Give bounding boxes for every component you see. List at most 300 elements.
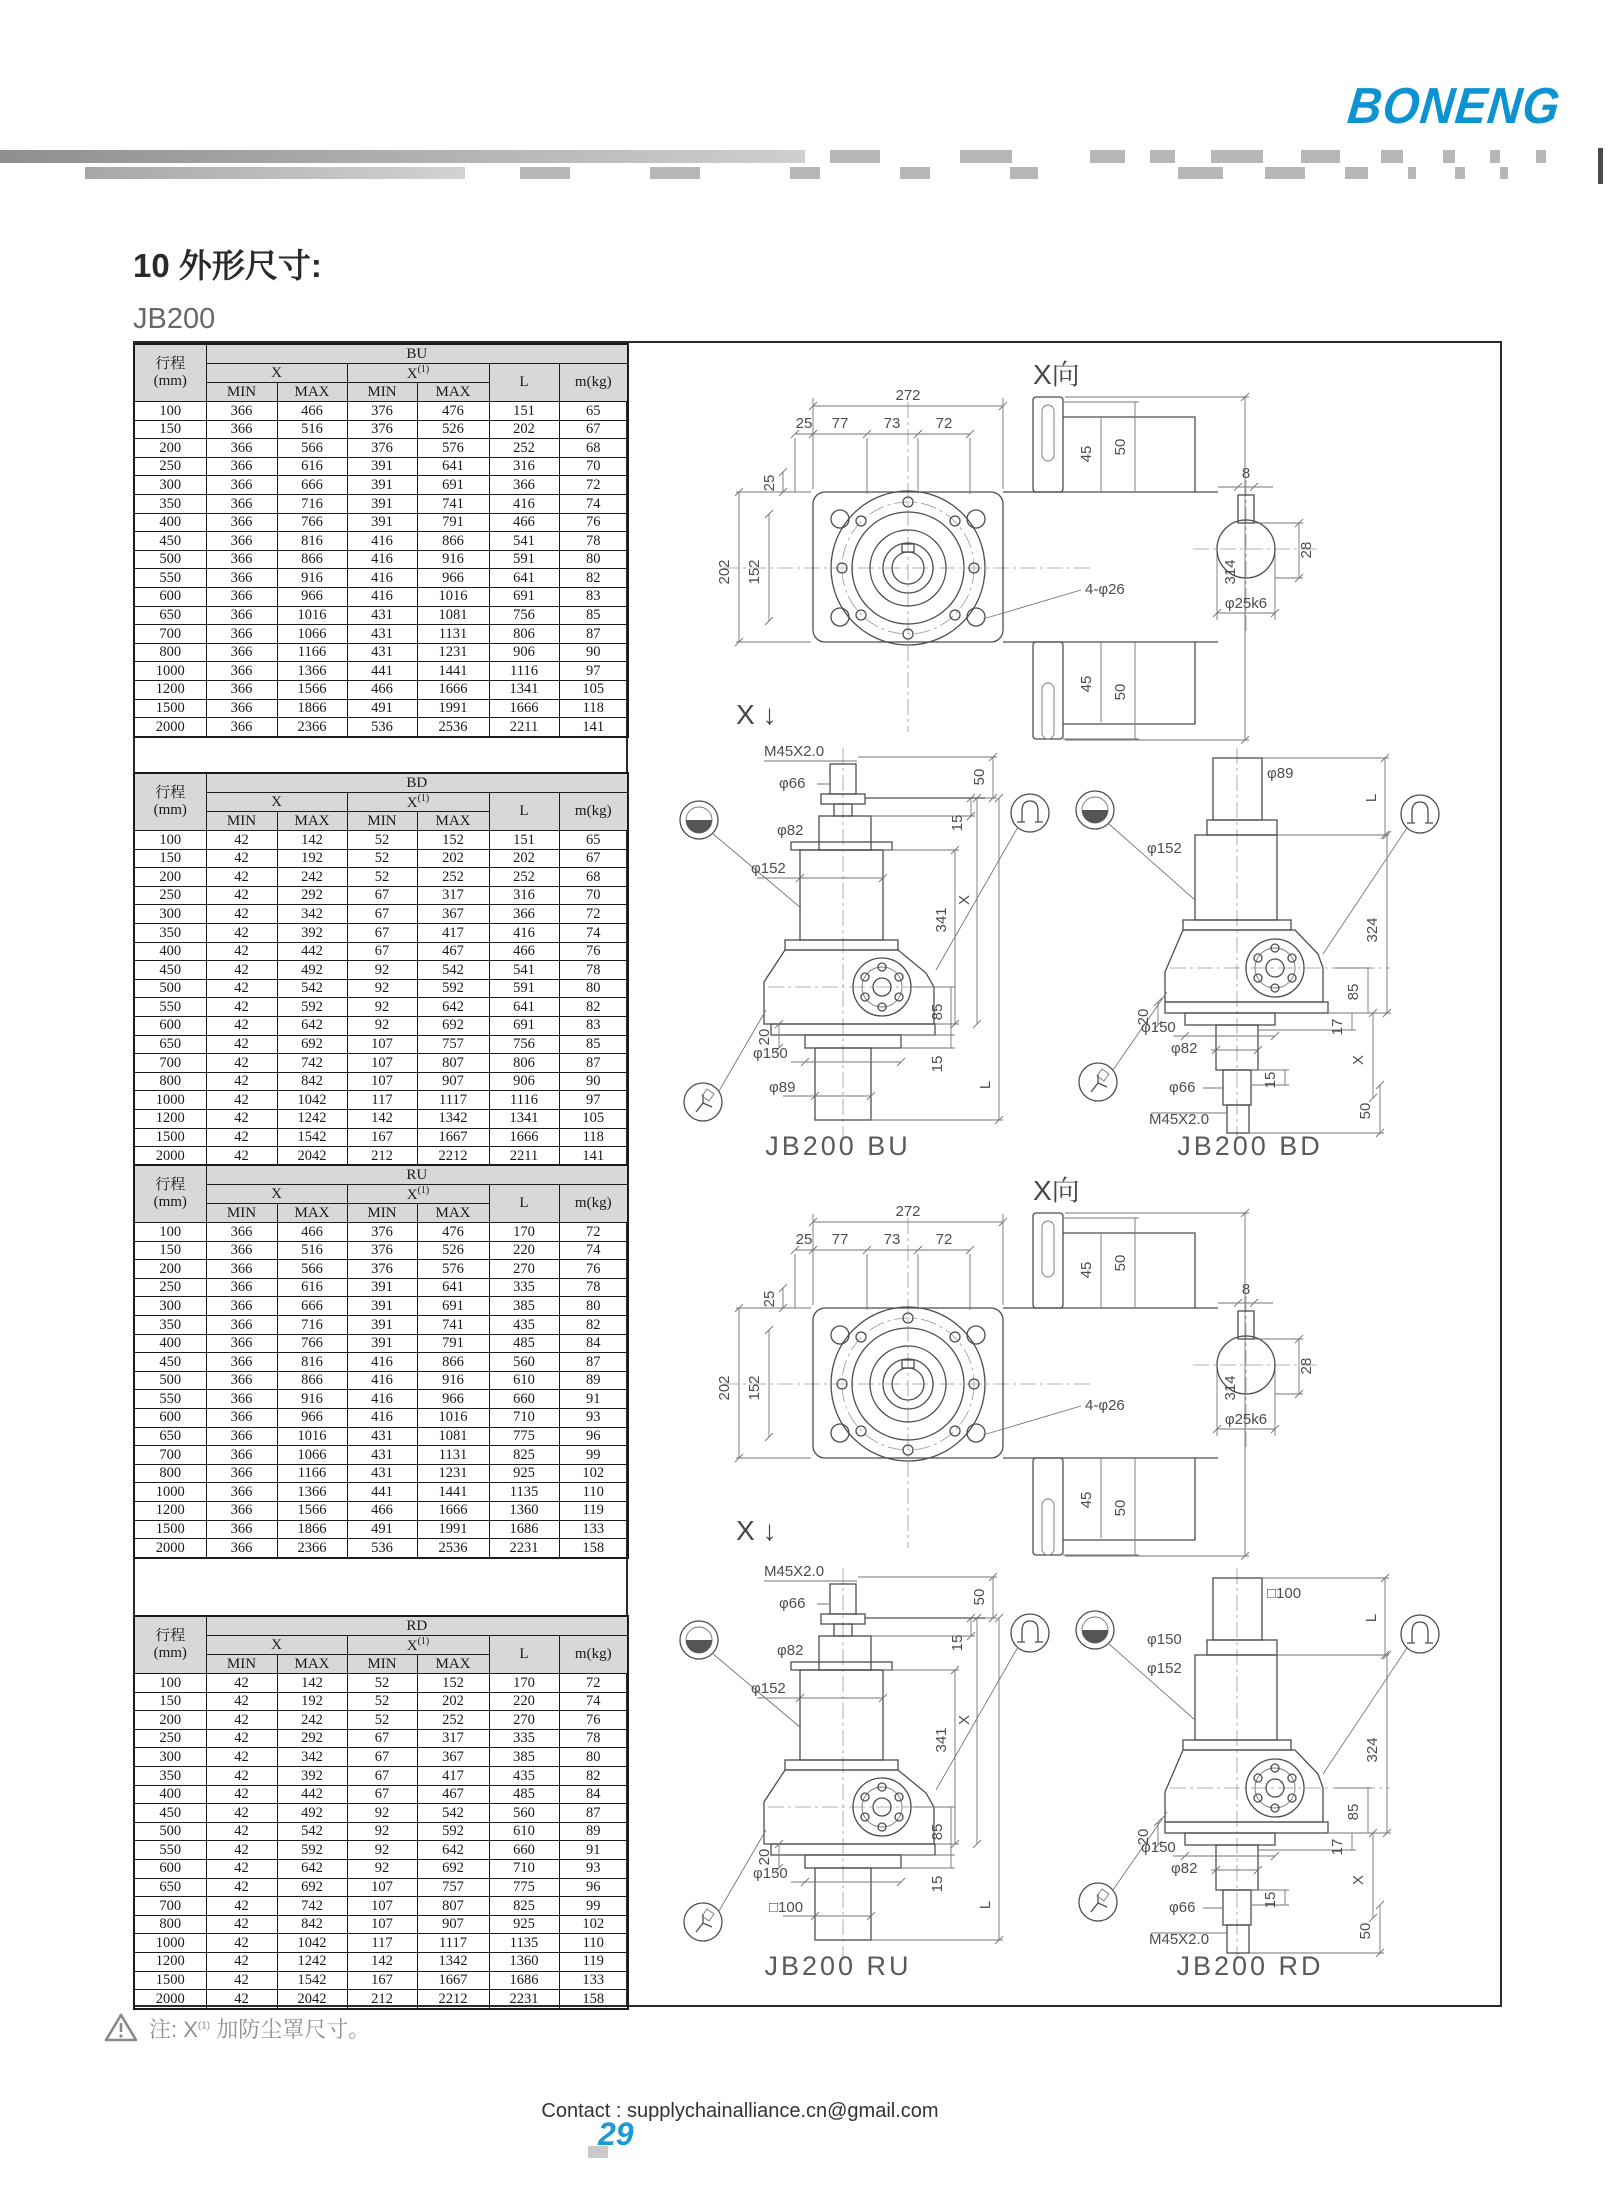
- table-cell: 200: [134, 1260, 206, 1279]
- table-cell: 385: [489, 1748, 559, 1767]
- table-cell: 42: [206, 1934, 277, 1953]
- table-row: [134, 1952, 628, 1971]
- table-cell: 806: [489, 625, 559, 644]
- table-row: [134, 1109, 628, 1128]
- table-cell: 42: [206, 1729, 277, 1748]
- table-cell: 366: [206, 1371, 277, 1390]
- table-cell: 96: [559, 1878, 628, 1897]
- table-cell: 42: [206, 905, 277, 924]
- dim-label: 50: [1357, 1922, 1374, 1940]
- table-cell: 42: [206, 1766, 277, 1785]
- table-cell: 476: [417, 1223, 489, 1242]
- table-cell: 80: [559, 550, 628, 569]
- dim-label: 20: [756, 1028, 773, 1046]
- table-cell: 107: [347, 1054, 417, 1073]
- header-stripe: [1265, 167, 1305, 179]
- table-cell: 1000: [134, 1483, 206, 1502]
- dim-label: X: [1350, 1054, 1367, 1066]
- table-cell: 366: [206, 494, 277, 513]
- table-cell: 242: [277, 868, 347, 887]
- dim-label: 45: [1078, 1261, 1095, 1279]
- table-cell: 691: [417, 1297, 489, 1316]
- dim-label: □100: [769, 1899, 804, 1916]
- table-cell: 93: [559, 1859, 628, 1878]
- table-cell: 107: [347, 1878, 417, 1897]
- table-cell: 366: [206, 1260, 277, 1279]
- table-cell: 366: [206, 662, 277, 681]
- table-cell: 536: [347, 1539, 417, 1558]
- minmax-header: MIN: [347, 1204, 417, 1223]
- dim-label: 50: [1112, 438, 1129, 456]
- table-cell: 1360: [489, 1952, 559, 1971]
- table-cell: 52: [347, 1711, 417, 1730]
- table-cell: 966: [277, 587, 347, 606]
- table-cell: 366: [206, 1446, 277, 1465]
- table-cell: 72: [559, 1674, 628, 1693]
- table-cell: 435: [489, 1766, 559, 1785]
- table-row: [134, 680, 628, 699]
- table-cell: 807: [417, 1897, 489, 1916]
- dim-label: 314: [1222, 559, 1239, 585]
- table-cell: 366: [206, 606, 277, 625]
- table-row: [134, 662, 628, 681]
- header-stripe: [1010, 167, 1038, 179]
- dim-label: φ66: [779, 775, 806, 792]
- table-cell: 366: [206, 513, 277, 532]
- table-cell: 1360: [489, 1501, 559, 1520]
- mass-header: m(kg): [559, 1636, 628, 1674]
- table-cell: 366: [206, 420, 277, 439]
- table-cell: 616: [277, 1278, 347, 1297]
- table-cell: 692: [277, 1878, 347, 1897]
- stroke-header: 行程 (mm): [134, 344, 206, 402]
- table-row: [134, 1223, 628, 1242]
- table-cell: 52: [347, 849, 417, 868]
- table-cell: 150: [134, 1241, 206, 1260]
- table-cell: 74: [559, 923, 628, 942]
- table-row: [134, 476, 628, 495]
- table-cell: 42: [206, 1035, 277, 1054]
- table-cell: 756: [489, 1035, 559, 1054]
- table-cell: 610: [489, 1822, 559, 1841]
- table-row: [134, 1278, 628, 1297]
- table-row: [134, 868, 628, 887]
- table-cell: 756: [489, 606, 559, 625]
- table-row: [134, 569, 628, 588]
- table-cell: 42: [206, 979, 277, 998]
- table-cell: 142: [277, 831, 347, 850]
- table-cell: 72: [559, 1223, 628, 1242]
- dim-label: φ152: [1147, 1660, 1182, 1677]
- table-cell: 641: [489, 998, 559, 1017]
- table-cell: 1016: [277, 1427, 347, 1446]
- table-cell: 825: [489, 1446, 559, 1465]
- dim-label: 45: [1078, 1491, 1095, 1509]
- table-cell: 366: [206, 1241, 277, 1260]
- dim-label: 152: [746, 1375, 763, 1401]
- table-cell: 466: [489, 513, 559, 532]
- table-cell: 1342: [417, 1952, 489, 1971]
- table-cell: 270: [489, 1260, 559, 1279]
- table-cell: 2211: [489, 1147, 559, 1166]
- table-cell: 550: [134, 998, 206, 1017]
- table-cell: 350: [134, 494, 206, 513]
- dim-label: 17: [1329, 1018, 1346, 1036]
- table-cell: 87: [559, 1054, 628, 1073]
- table-cell: 212: [347, 1990, 417, 2009]
- table-cell: 170: [489, 1674, 559, 1693]
- header-stripe: [1443, 150, 1455, 163]
- table-row: [134, 1371, 628, 1390]
- table-cell: 250: [134, 1729, 206, 1748]
- table-cell: 400: [134, 1334, 206, 1353]
- dim-label: 85: [929, 1003, 946, 1021]
- table-cell: 825: [489, 1897, 559, 1916]
- table-cell: 42: [206, 1147, 277, 1166]
- table-cell: 1016: [417, 1408, 489, 1427]
- table-cell: 141: [559, 1147, 628, 1166]
- table-cell: 600: [134, 1859, 206, 1878]
- dim-label: 73: [883, 1231, 901, 1248]
- table-cell: 560: [489, 1804, 559, 1823]
- table-cell: 366: [206, 699, 277, 718]
- table-cell: 366: [206, 457, 277, 476]
- page-number: 29: [598, 2116, 634, 2152]
- table-block-rd: [133, 1615, 629, 2010]
- table-cell: 42: [206, 998, 277, 1017]
- table-cell: 600: [134, 587, 206, 606]
- table-row: [134, 1035, 628, 1054]
- table-cell: 367: [417, 905, 489, 924]
- table-row: [134, 1147, 628, 1166]
- figure-flange-view-bottom: [633, 1158, 1502, 1568]
- table-cell: 417: [417, 1766, 489, 1785]
- table-row: [134, 998, 628, 1017]
- table-cell: 366: [206, 1334, 277, 1353]
- table-cell: 78: [559, 532, 628, 551]
- table-cell: 485: [489, 1785, 559, 1804]
- table-row: [134, 1934, 628, 1953]
- table-cell: 117: [347, 1091, 417, 1110]
- dimension-lines: [757, 1573, 1003, 1944]
- table-cell: 89: [559, 1822, 628, 1841]
- table-cell: 692: [417, 1859, 489, 1878]
- table-cell: 96: [559, 1427, 628, 1446]
- table-cell: 2000: [134, 1990, 206, 2009]
- table-row: [134, 1692, 628, 1711]
- table-cell: 516: [277, 1241, 347, 1260]
- table-cell: 52: [347, 831, 417, 850]
- table-cell: 791: [417, 513, 489, 532]
- table-cell: 42: [206, 1990, 277, 2009]
- table-cell: 65: [559, 831, 628, 850]
- table-row: [134, 1729, 628, 1748]
- table-cell: 416: [489, 494, 559, 513]
- lifting-lug-icon: [1323, 795, 1439, 954]
- x1-header: $X^{(1)}$: [347, 364, 489, 383]
- dimension-lines: [757, 753, 1003, 1124]
- table-cell: 107: [347, 1915, 417, 1934]
- dim-label: φ150: [1147, 1631, 1182, 1648]
- table-cell: 42: [206, 1091, 277, 1110]
- table-row: [134, 494, 628, 513]
- table-cell: 158: [559, 1990, 628, 2009]
- table-cell: 317: [417, 886, 489, 905]
- header-stripe: [1536, 150, 1546, 163]
- table-row: [134, 439, 628, 458]
- table-row: [134, 1915, 628, 1934]
- table-cell: 316: [489, 886, 559, 905]
- table-cell: 366: [206, 1408, 277, 1427]
- oil-indicator-icon: [680, 801, 804, 908]
- table-cell: 642: [277, 1859, 347, 1878]
- table-cell: 252: [417, 1711, 489, 1730]
- table-cell: 2042: [277, 1990, 347, 2009]
- table-cell: 1666: [489, 1128, 559, 1147]
- centerlines: [1170, 1568, 1390, 1958]
- minmax-header: MIN: [206, 1655, 277, 1674]
- table-row: [134, 699, 628, 718]
- table-row: [134, 961, 628, 980]
- table-cell: 650: [134, 606, 206, 625]
- l-header: L: [489, 793, 559, 831]
- x-header: X: [206, 793, 347, 812]
- table-cell: 807: [417, 1054, 489, 1073]
- table-cell: 89: [559, 1371, 628, 1390]
- figure-jb200-bu: [633, 740, 1080, 1170]
- table-cell: 366: [206, 718, 277, 737]
- table-cell: 641: [417, 1278, 489, 1297]
- table-cell: 1116: [489, 662, 559, 681]
- table-cell: 741: [417, 1315, 489, 1334]
- table-cell: 1342: [417, 1109, 489, 1128]
- table-cell: 92: [347, 961, 417, 980]
- table-cell: 105: [559, 1109, 628, 1128]
- table-cell: 133: [559, 1971, 628, 1990]
- table-cell: 1542: [277, 1971, 347, 1990]
- header-stripe: [900, 167, 930, 179]
- table-cell: 1016: [277, 606, 347, 625]
- table-row: [134, 1990, 628, 2009]
- table-cell: 476: [417, 402, 489, 421]
- table-cell: 151: [489, 831, 559, 850]
- table-cell: 366: [206, 587, 277, 606]
- minmax-header: MIN: [206, 812, 277, 831]
- table-cell: 906: [489, 643, 559, 662]
- header-edge-tick: [1598, 148, 1603, 184]
- table-cell: 466: [347, 680, 417, 699]
- table-cell: 1200: [134, 1501, 206, 1520]
- dim-label: φ82: [1171, 1860, 1198, 1877]
- dim-label: 20: [1135, 1008, 1152, 1026]
- table-cell: 70: [559, 457, 628, 476]
- table-cell: 692: [277, 1035, 347, 1054]
- table-row: [134, 1501, 628, 1520]
- table-cell: 966: [417, 569, 489, 588]
- table-row: [134, 1390, 628, 1409]
- table-cell: 300: [134, 1748, 206, 1767]
- table-cell: 431: [347, 606, 417, 625]
- dim-label: L: [1363, 1613, 1380, 1623]
- dim-label: 77: [831, 415, 849, 432]
- table-cell: 466: [489, 942, 559, 961]
- table-cell: 92: [347, 1016, 417, 1035]
- table-cell: 342: [277, 1748, 347, 1767]
- header-stripe: [1408, 167, 1416, 179]
- header-stripe: [1500, 167, 1508, 179]
- table-cell: 367: [417, 1748, 489, 1767]
- table-cell: 78: [559, 961, 628, 980]
- oil-indicator-icon: [680, 1621, 804, 1728]
- table-cell: 42: [206, 961, 277, 980]
- figure-caption: JB200 RU: [764, 1951, 912, 1981]
- table-cell: 431: [347, 1446, 417, 1465]
- table-cell: 1667: [417, 1971, 489, 1990]
- table-cell: 600: [134, 1016, 206, 1035]
- table-cell: 536: [347, 718, 417, 737]
- dim-label: X: [956, 894, 973, 906]
- table-cell: 1866: [277, 699, 347, 718]
- table-cell: 1866: [277, 1520, 347, 1539]
- header-stripe: [790, 167, 820, 179]
- figure-jb200-rd: [1055, 1560, 1502, 1990]
- table-cell: 93: [559, 1408, 628, 1427]
- dim-label: 17: [1329, 1838, 1346, 1856]
- dim-label: 73: [883, 415, 901, 432]
- table-cell: 42: [206, 1952, 277, 1971]
- dim-label: 341: [933, 907, 950, 933]
- table-cell: 42: [206, 886, 277, 905]
- dim-label: φ66: [779, 1595, 806, 1612]
- table-row: [134, 1520, 628, 1539]
- table-cell: 100: [134, 402, 206, 421]
- table-cell: 576: [417, 439, 489, 458]
- table-cell: 252: [489, 868, 559, 887]
- table-cell: 300: [134, 905, 206, 924]
- header-stripe: [0, 150, 805, 163]
- dim-label: 4-φ26: [1085, 1397, 1125, 1414]
- dim-label: 20: [756, 1848, 773, 1866]
- header-stripe: [650, 167, 700, 179]
- table-cell: 1441: [417, 662, 489, 681]
- table-cell: 99: [559, 1446, 628, 1465]
- figure-flange-view-top: [633, 342, 1502, 752]
- dim-label: 15: [929, 1055, 946, 1073]
- table-cell: 78: [559, 1729, 628, 1748]
- table-cell: 616: [277, 457, 347, 476]
- table-cell: 710: [489, 1859, 559, 1878]
- table-cell: 350: [134, 923, 206, 942]
- table-cell: 500: [134, 1371, 206, 1390]
- table-cell: 2231: [489, 1990, 559, 2009]
- table-cell: 660: [489, 1841, 559, 1860]
- table-cell: 866: [277, 1371, 347, 1390]
- table-cell: 435: [489, 1315, 559, 1334]
- table-cell: 1000: [134, 662, 206, 681]
- table-cell: 202: [489, 420, 559, 439]
- table-cell: 366: [206, 1427, 277, 1446]
- table-cell: 492: [277, 1804, 347, 1823]
- table-cell: 133: [559, 1520, 628, 1539]
- unit-outline: [1165, 1578, 1328, 1953]
- table-cell: 2000: [134, 1147, 206, 1166]
- table-cell: 641: [489, 569, 559, 588]
- table-cell: 91: [559, 1390, 628, 1409]
- table-cell: 42: [206, 1674, 277, 1693]
- table-cell: 485: [489, 1334, 559, 1353]
- table-cell: 466: [277, 1223, 347, 1242]
- table-cell: 592: [417, 979, 489, 998]
- table-cell: 1341: [489, 680, 559, 699]
- table-cell: 68: [559, 439, 628, 458]
- table-cell: 366: [206, 550, 277, 569]
- table-cell: 292: [277, 886, 347, 905]
- table-cell: 42: [206, 1859, 277, 1878]
- table-cell: 92: [347, 979, 417, 998]
- table-row: [134, 1446, 628, 1465]
- dim-label: 15: [949, 1634, 966, 1652]
- table-cell: 442: [277, 942, 347, 961]
- dimension-table-ru: [133, 1164, 629, 1559]
- dim-label: 152: [746, 559, 763, 585]
- table-cell: 766: [277, 1334, 347, 1353]
- table-cell: 92: [347, 1804, 417, 1823]
- table-cell: 300: [134, 476, 206, 495]
- table-cell: 2000: [134, 1539, 206, 1558]
- table-cell: 76: [559, 942, 628, 961]
- table-cell: 107: [347, 1072, 417, 1091]
- dimension-lines: [735, 393, 1303, 744]
- table-cell: 700: [134, 1897, 206, 1916]
- table-row: [134, 1897, 628, 1916]
- header-stripe: [1490, 150, 1500, 163]
- table-cell: 350: [134, 1315, 206, 1334]
- table-cell: 2231: [489, 1539, 559, 1558]
- table-cell: 100: [134, 1223, 206, 1242]
- minmax-header: MIN: [206, 1204, 277, 1223]
- table-cell: 431: [347, 643, 417, 662]
- table-cell: 400: [134, 942, 206, 961]
- table-cell: 592: [417, 1822, 489, 1841]
- table-cell: 1500: [134, 1128, 206, 1147]
- table-cell: 82: [559, 1766, 628, 1785]
- dim-label: φ82: [777, 1642, 804, 1659]
- table-cell: 566: [277, 1260, 347, 1279]
- minmax-header: MAX: [417, 383, 489, 402]
- table-cell: 342: [277, 905, 347, 924]
- dimension-table-rd: [133, 1615, 629, 2010]
- table-cell: 67: [347, 886, 417, 905]
- minmax-header: MIN: [206, 383, 277, 402]
- table-row: [134, 402, 628, 421]
- dim-label: X: [1350, 1874, 1367, 1886]
- table-cell: 416: [347, 1371, 417, 1390]
- table-cell: 450: [134, 961, 206, 980]
- warning-triangle-icon: [103, 2012, 139, 2044]
- table-row: [134, 1748, 628, 1767]
- table-cell: 1366: [277, 662, 347, 681]
- table-cell: 1117: [417, 1091, 489, 1110]
- table-cell: 391: [347, 1297, 417, 1316]
- table-cell: 42: [206, 923, 277, 942]
- table-cell: 1242: [277, 1952, 347, 1971]
- header-stripe: [1178, 167, 1223, 179]
- table-row: [134, 420, 628, 439]
- table-cell: 152: [417, 831, 489, 850]
- figure-jb200-ru: [633, 1560, 1080, 1990]
- table-row: [134, 1128, 628, 1147]
- table-cell: 366: [206, 439, 277, 458]
